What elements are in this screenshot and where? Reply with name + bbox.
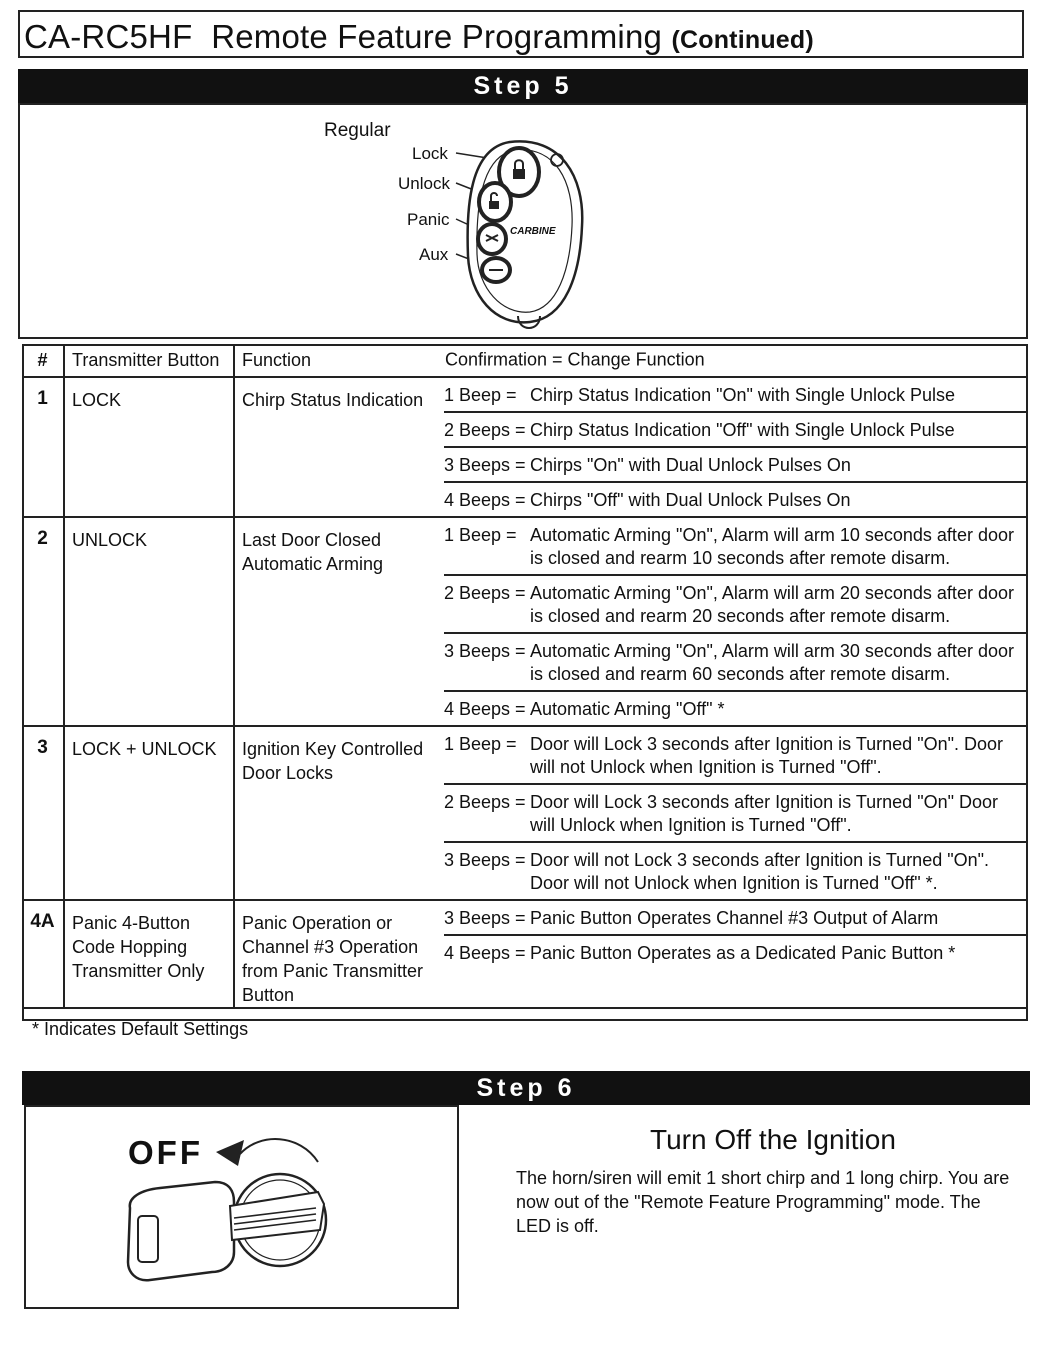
step6-label: Step 6 — [476, 1074, 576, 1102]
page-header — [18, 10, 1024, 58]
option-description: Chirps "On" with Dual Unlock Pulses On — [530, 455, 851, 475]
beep-count: 1 Beep = — [444, 525, 517, 545]
step6-heading: Turn Off the Ignition — [650, 1124, 896, 1155]
remote-label-panic: Panic — [407, 210, 450, 229]
remote-type-label: Regular — [324, 120, 391, 141]
step5-header — [18, 69, 1028, 103]
header-function — [234, 344, 1027, 377]
confirmation-option — [444, 576, 1027, 634]
turn-arrow-icon — [216, 1140, 244, 1166]
step6-instructions: The horn/siren will emit 1 short chirp and 1 long chirp. You are now out of the "Remote Feature Programming" mode. The LED is off. — [516, 1168, 1010, 1236]
programming-table — [22, 344, 1028, 1049]
row-function: Chirp Status Indication — [234, 377, 436, 517]
header-confirmation: Confirmation = Change Function — [445, 349, 705, 370]
row-confirmation-options — [436, 726, 1027, 900]
step6-header — [22, 1071, 1030, 1105]
beep-count: 2 Beeps = — [444, 792, 526, 812]
beep-count: 3 Beeps = — [444, 641, 526, 661]
option-description: Chirps "Off" with Dual Unlock Pulses On — [530, 490, 851, 510]
option-description: Door will Lock 3 seconds after Ignition is Turned "On". Door will not Unlock when Ignition is Turned "Off". — [530, 734, 1004, 777]
confirmation-option — [444, 692, 1027, 725]
row-transmitter-button: Panic 4-Button Code Hopping Transmitter Only — [64, 900, 234, 1008]
confirmation-option — [444, 378, 1027, 413]
off-label: OFF — [128, 1134, 203, 1171]
option-description: Chirp Status Indication "On" with Single Unlock Pulse — [530, 385, 955, 405]
remote-transmitter-illustration — [440, 136, 600, 336]
confirmation-option — [444, 413, 1027, 448]
beep-count: 3 Beeps = — [444, 455, 526, 475]
page-title — [24, 18, 814, 56]
row-number: 4A — [22, 900, 64, 1008]
remote-aux-button — [482, 258, 510, 282]
ignition-key-illustration — [120, 1122, 340, 1297]
step5-label: Step 5 — [473, 72, 573, 100]
row-confirmation-options — [436, 517, 1027, 726]
remote-panic-button — [478, 224, 506, 254]
option-description: Automatic Arming "On", Alarm will arm 20 seconds after door is closed and rearm 20 seconds after remote disarm. — [530, 583, 1014, 626]
remote-label-unlock: Unlock — [398, 174, 450, 193]
table-row — [22, 517, 1027, 726]
option-description: Automatic Arming "On", Alarm will arm 30 seconds after door is closed and rearm 60 seconds after remote disarm. — [530, 641, 1014, 684]
confirmation-option — [444, 843, 1027, 899]
confirmation-option — [444, 785, 1027, 843]
row-number: 1 — [22, 377, 64, 517]
option-description: Automatic Arming "On", Alarm will arm 10 seconds after door is closed and rearm 10 seconds after remote disarm. — [530, 525, 1014, 568]
beep-count: 1 Beep = — [444, 734, 517, 754]
table-header-row — [22, 344, 1027, 377]
footnote: * Indicates Default Settings — [22, 1008, 1027, 1049]
confirmation-option — [444, 518, 1027, 576]
remote-label-lock: Lock — [412, 144, 448, 163]
table-row — [22, 377, 1027, 517]
beep-count: 2 Beeps = — [444, 420, 526, 440]
row-transmitter-button: LOCK + UNLOCK — [64, 726, 234, 900]
row-confirmation-options — [436, 377, 1027, 517]
row-transmitter-button: UNLOCK — [64, 517, 234, 726]
option-description: Door will Lock 3 seconds after Ignition is Turned "On" Door will Unlock when Ignition is Turned "Off". — [530, 792, 998, 835]
option-description: Chirp Status Indication "Off" with Single Unlock Pulse — [530, 420, 955, 440]
row-transmitter-button: LOCK — [64, 377, 234, 517]
header-button: Transmitter Button — [64, 344, 234, 377]
table-row — [22, 726, 1027, 900]
beep-count: 4 Beeps = — [444, 699, 526, 719]
header-function-label: Function — [242, 349, 312, 370]
table-row — [22, 900, 1027, 1008]
confirmation-option — [444, 936, 1027, 969]
confirmation-option — [444, 483, 1027, 516]
remote-unlock-button — [479, 183, 511, 221]
row-number: 3 — [22, 726, 64, 900]
row-function: Last Door Closed Automatic Arming — [234, 517, 436, 726]
row-function: Ignition Key Controlled Door Locks — [234, 726, 436, 900]
remote-brand-logo: CARBINE — [510, 226, 556, 237]
confirmation-option — [444, 727, 1027, 785]
footnote-row — [22, 1008, 1027, 1049]
remote-label-aux: Aux — [419, 245, 449, 264]
option-description: Door will not Lock 3 seconds after Ignition is Turned "On". Door will not Unlock when Ignition is Turned "Off" *. — [530, 850, 990, 893]
beep-count: 3 Beeps = — [444, 850, 526, 870]
row-function: Panic Operation or Channel #3 Operation from Panic Transmitter Button — [234, 900, 436, 1008]
option-description: Automatic Arming "Off" * — [530, 699, 725, 719]
confirmation-option — [444, 634, 1027, 692]
header-num: # — [22, 344, 64, 377]
row-confirmation-options — [436, 900, 1027, 1008]
beep-count: 3 Beeps = — [444, 908, 526, 928]
beep-count: 4 Beeps = — [444, 943, 526, 963]
beep-count: 4 Beeps = — [444, 490, 526, 510]
beep-count: 1 Beep = — [444, 385, 517, 405]
beep-count: 2 Beeps = — [444, 583, 526, 603]
title-subtitle: (Continued) — [671, 26, 814, 54]
option-description: Panic Button Operates as a Dedicated Panic Button * — [530, 943, 956, 963]
option-description: Panic Button Operates Channel #3 Output of Alarm — [530, 908, 939, 928]
title-text: Remote Feature Programming — [211, 18, 663, 55]
confirmation-option — [444, 448, 1027, 483]
row-number: 2 — [22, 517, 64, 726]
model-name: CA-RC5HF — [24, 18, 193, 55]
confirmation-option — [444, 901, 1027, 936]
